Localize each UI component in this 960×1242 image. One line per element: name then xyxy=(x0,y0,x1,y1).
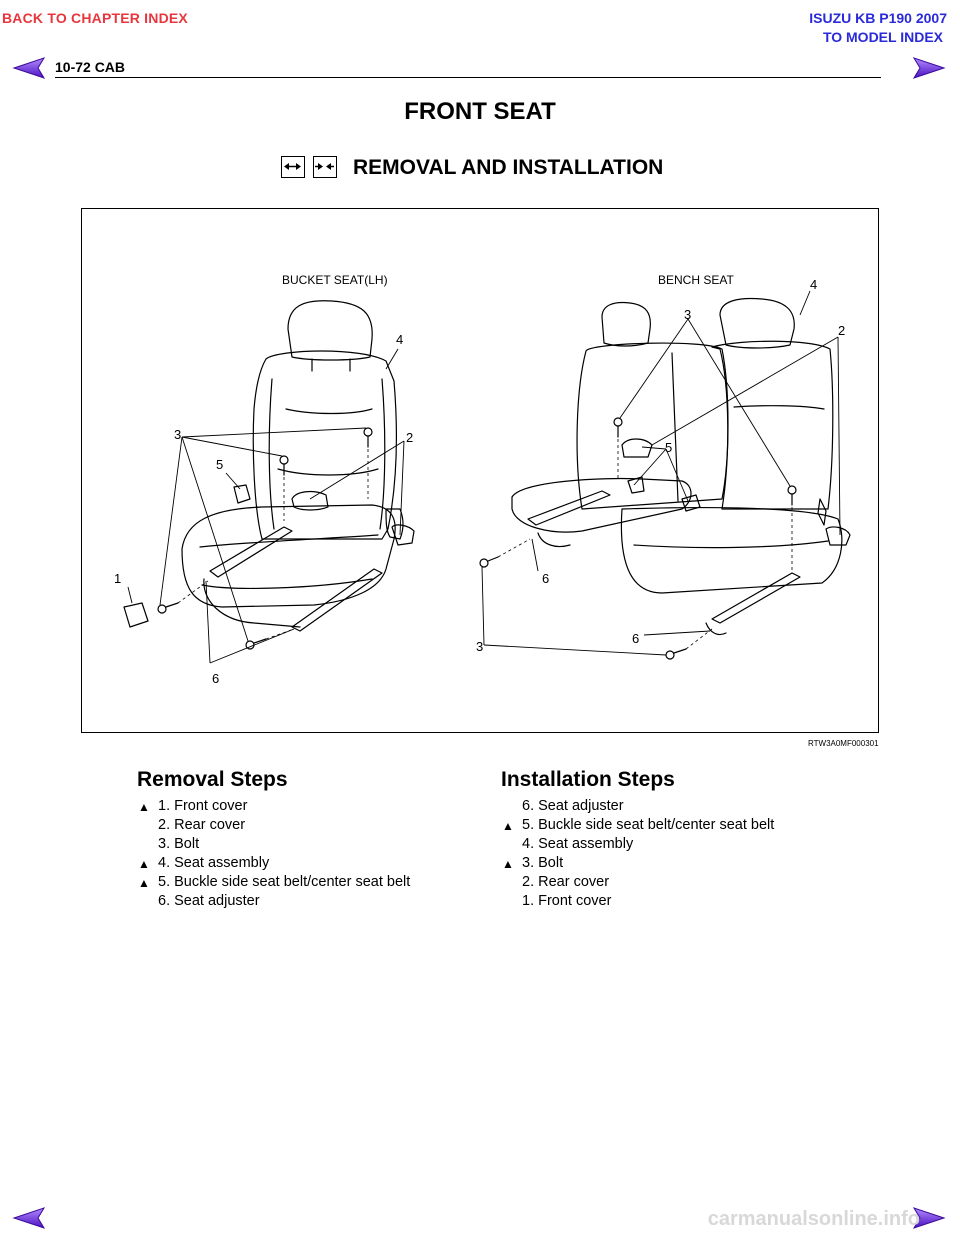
model-title-link[interactable]: ISUZU KB P190 2007 xyxy=(809,10,947,26)
callout-bucket-3: 3 xyxy=(174,427,182,442)
installation-arrows-icon xyxy=(313,156,337,178)
callout-bucket-4: 4 xyxy=(396,332,404,347)
next-page-arrow-icon[interactable] xyxy=(912,56,946,80)
callout-bench-3-top: 3 xyxy=(684,307,692,322)
list-item: 2. Rear cover xyxy=(522,874,610,890)
list-item: ▲ 4. Seat assembly xyxy=(138,854,468,873)
callout-bench-2: 2 xyxy=(838,323,846,338)
figure-code: RTW3A0MF000301 xyxy=(808,739,879,748)
seat-exploded-diagram xyxy=(82,209,878,732)
caution-triangle-icon: ▲ xyxy=(502,819,514,833)
to-model-index-link[interactable]: TO MODEL INDEX xyxy=(822,29,943,45)
list-item: ▲ 5. Buckle side seat belt/center seat belt xyxy=(502,816,832,835)
section-subtitle: REMOVAL AND INSTALLATION xyxy=(353,156,664,179)
callout-bucket-1: 1 xyxy=(114,571,122,586)
callout-bench-5: 5 xyxy=(665,440,673,455)
callout-bench-3-bottom: 3 xyxy=(476,639,484,654)
list-item: 4. Seat assembly xyxy=(522,836,634,852)
list-item: ▲ 3. Bolt xyxy=(502,854,832,873)
caution-triangle-icon: ▲ xyxy=(138,876,150,890)
removal-steps-list xyxy=(138,797,468,911)
installation-steps-list xyxy=(502,797,832,911)
watermark: carmanualsonline.info xyxy=(707,1208,920,1230)
list-item: 1. Front cover xyxy=(522,893,612,909)
list-item: ▲ 1. Front cover xyxy=(138,797,468,816)
back-to-chapter-index-link[interactable]: BACK TO CHAPTER INDEX xyxy=(2,10,188,26)
list-item: 3. Bolt xyxy=(158,836,200,852)
removal-steps-title: Removal Steps xyxy=(137,768,288,791)
caution-triangle-icon: ▲ xyxy=(502,857,514,871)
callout-bucket-5: 5 xyxy=(216,457,224,472)
installation-steps-title: Installation Steps xyxy=(501,768,675,791)
callout-bench-6-left: 6 xyxy=(542,571,550,586)
callout-bench-6-right: 6 xyxy=(632,631,640,646)
list-item: 6. Seat adjuster xyxy=(158,893,260,909)
list-item: 6. Seat adjuster xyxy=(522,798,624,814)
caution-triangle-icon: ▲ xyxy=(138,857,150,871)
callout-bench-4: 4 xyxy=(810,277,818,292)
bucket-seat-label: BUCKET SEAT(LH) xyxy=(282,273,388,287)
list-item: 2. Rear cover xyxy=(158,817,246,833)
prev-page-arrow-icon[interactable] xyxy=(12,56,46,80)
removal-arrows-icon xyxy=(281,156,305,178)
header-divider xyxy=(55,77,881,78)
page-section-label: 10-72 CAB xyxy=(55,59,126,75)
seat-diagram-frame xyxy=(81,208,879,733)
callout-bucket-6: 6 xyxy=(212,671,220,686)
callout-bucket-2: 2 xyxy=(406,430,414,445)
list-item: ▲ 5. Buckle side seat belt/center seat belt xyxy=(138,873,468,892)
caution-triangle-icon: ▲ xyxy=(138,800,150,814)
prev-page-arrow-icon[interactable] xyxy=(12,1206,46,1230)
bench-seat-label: BENCH SEAT xyxy=(658,273,734,287)
page-title: FRONT SEAT xyxy=(404,98,556,125)
